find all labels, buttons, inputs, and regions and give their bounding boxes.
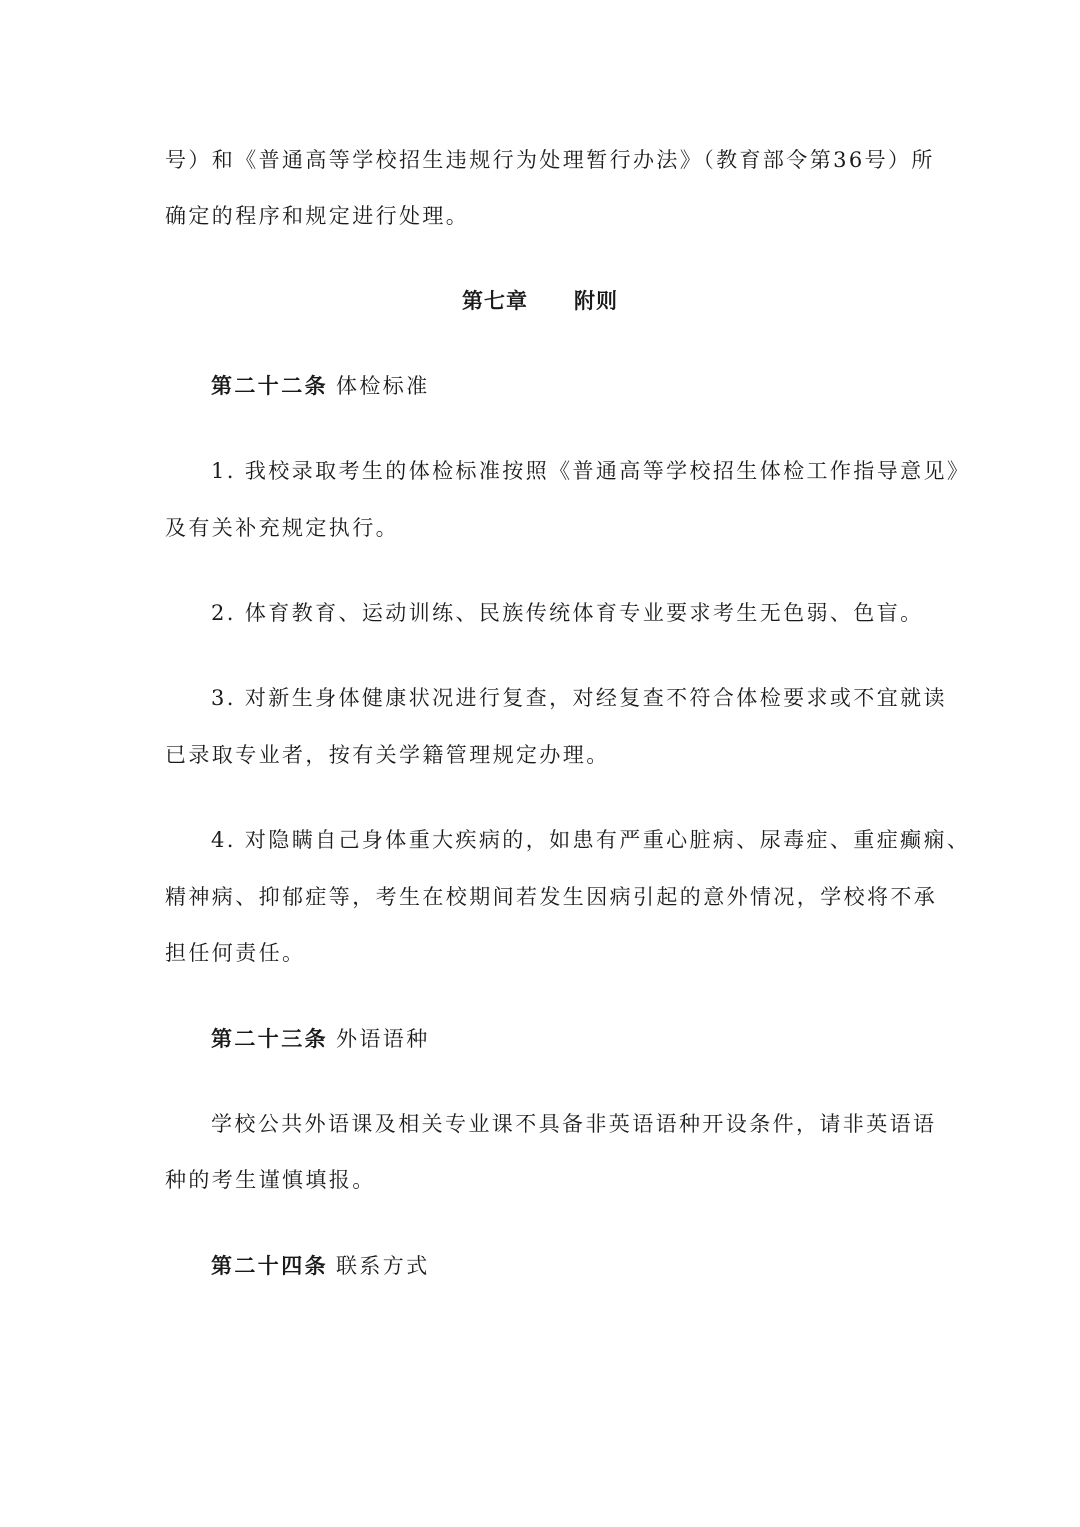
paragraph-line: 学校公共外语课及相关专业课不具备非英语语种开设条件，请非英语语 xyxy=(211,1112,937,1136)
article-number: 第二十二条 xyxy=(211,373,328,398)
paragraph-line: 号）和《普通高等学校招生违规行为处理暂行办法》（教育部令第36号）所 xyxy=(165,148,935,172)
chapter-heading xyxy=(0,286,1080,316)
article-number: 第二十四条 xyxy=(211,1253,328,1278)
article-title: 联系方式 xyxy=(336,1254,430,1278)
list-item-3-line-1: 3. 对新生身体健康状况进行复查，对经复查不符合体检要求或不宜就读 xyxy=(211,686,947,710)
list-item-4-line-2: 精神病、抑郁症等，考生在校期间若发生因病引起的意外情况，学校将不承 xyxy=(165,885,938,909)
chapter-title: 附则 xyxy=(574,288,618,313)
list-item-4-line-1: 4. 对隐瞒自己身体重大疾病的，如患有严重心脏病、尿毒症、重症癫痫、 xyxy=(211,828,971,852)
chapter-number: 第七章 xyxy=(462,288,528,313)
list-item-1-line-1: 1. 我校录取考生的体检标准按照《普通高等学校招生体检工作指导意见》 xyxy=(211,459,971,483)
paragraph-line: 确定的程序和规定进行处理。 xyxy=(165,204,470,228)
list-item-3-line-2: 已录取专业者，按有关学籍管理规定办理。 xyxy=(165,743,610,767)
article-number: 第二十三条 xyxy=(211,1026,328,1051)
list-item-1-line-2: 及有关补充规定执行。 xyxy=(165,516,399,540)
article-22-heading xyxy=(211,371,430,401)
article-23-heading xyxy=(211,1024,430,1054)
paragraph-line: 种的考生谨慎填报。 xyxy=(165,1168,376,1192)
list-item-4-line-3: 担任何责任。 xyxy=(165,941,306,965)
article-title: 体检标准 xyxy=(336,374,430,398)
article-title: 外语语种 xyxy=(336,1027,430,1051)
list-item-2-line-1: 2. 体育教育、运动训练、民族传统体育专业要求考生无色弱、色盲。 xyxy=(211,601,924,625)
article-24-heading xyxy=(211,1251,430,1281)
